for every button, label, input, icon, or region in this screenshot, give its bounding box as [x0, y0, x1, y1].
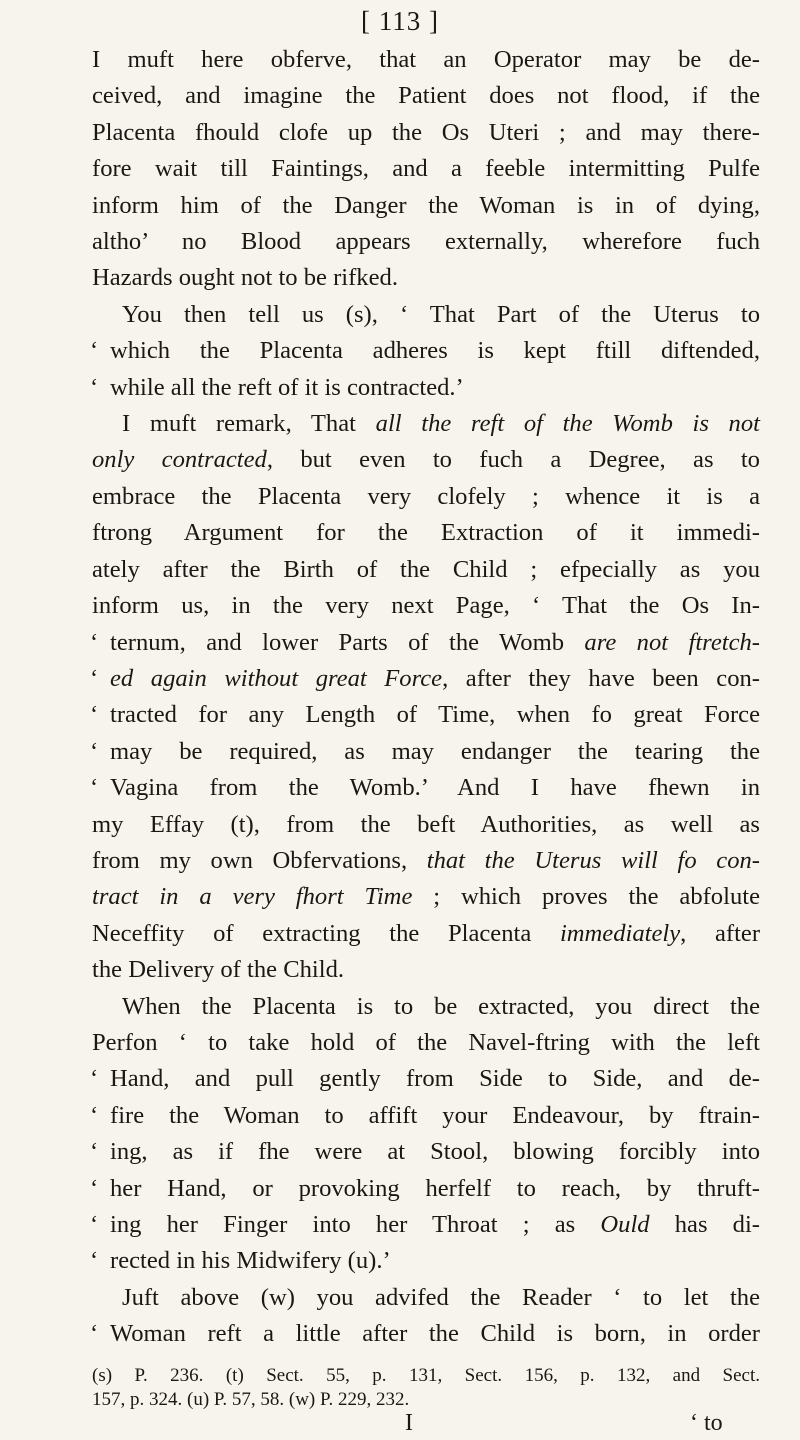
- text-segment: only contracted: [92, 446, 267, 474]
- quote-mark: ‘: [90, 1065, 99, 1093]
- text-segment: ceived, and imagine the Patient does not flood, if the: [92, 82, 760, 110]
- text-segment: Placenta fhould clofe up the Os Uteri ; and may there-: [92, 118, 760, 146]
- text-line: [92, 1243, 760, 1279]
- text-line: [92, 442, 760, 478]
- text-line: [92, 588, 760, 624]
- quote-mark: ‘: [90, 1211, 99, 1238]
- text-segment: tract in a very fhort Time: [92, 883, 413, 911]
- text-line: [92, 879, 760, 915]
- text-segment: embrace the Placenta very clofely ; whence it is a: [92, 482, 760, 510]
- text-line: [92, 115, 760, 151]
- text-segment: fore wait till Faintings, and a feeble intermitting Pulfe: [92, 155, 760, 183]
- quote-mark: ‘: [90, 664, 99, 692]
- text-line: [92, 188, 760, 224]
- text-segment: that the Uterus will fo con-: [426, 846, 760, 874]
- footnote-line: 157, p. 324. (u) P. 57, 58. (w) P. 229, 232.: [92, 1389, 410, 1410]
- quote-mark: ‘: [90, 1247, 99, 1275]
- text-segment: inform us, in the very next Page, ‘ That the Os In-: [92, 592, 760, 620]
- text-segment: , after they have been con-: [442, 664, 760, 692]
- text-segment: her Hand, or provoking herfelf to reach, by thruft-: [110, 1174, 760, 1202]
- quote-mark: ‘: [90, 373, 99, 401]
- text-line: [92, 734, 760, 770]
- quote-mark: ‘: [90, 701, 99, 729]
- quote-mark: ‘: [90, 737, 99, 765]
- quote-mark: ‘: [90, 628, 99, 656]
- text-segment: fire the Woman to affift your Endeavour, by ftrain-: [110, 1101, 760, 1129]
- text-line: [92, 807, 760, 843]
- text-line: [92, 843, 760, 879]
- text-line: [92, 1098, 760, 1134]
- text-line: [92, 78, 760, 114]
- footnote-line: (s) P. 236. (t) Sect. 55, p. 131, Sect. 156, p. 132, and Sect.: [92, 1365, 760, 1386]
- text-line: [92, 697, 760, 733]
- quote-mark: ‘: [90, 1138, 99, 1166]
- text-segment: ing her Finger into her Throat ; as: [110, 1211, 601, 1238]
- text-segment: tracted for any Length of Time, when fo great Force: [110, 701, 760, 729]
- text-segment: I muft here obferve, that an Operator may be de-: [92, 46, 760, 73]
- text-segment: Woman reft a little after the Child is born, in order: [110, 1320, 760, 1348]
- text-segment: ing, as if fhe were at Stool, blowing forcibly into: [110, 1138, 760, 1166]
- text-line: [92, 661, 760, 697]
- text-line: [92, 297, 760, 333]
- text-line: [92, 1280, 760, 1316]
- text-line: [92, 151, 760, 187]
- text-segment: You then tell us (s), ‘ That Part of the Uterus to: [122, 300, 760, 328]
- text-line: [92, 333, 760, 369]
- quote-mark: ‘: [90, 774, 99, 802]
- text-segment: Vagina from the Womb.’ And I have fhewn in: [110, 774, 760, 802]
- text-line: [92, 1171, 760, 1207]
- text-line: [92, 515, 760, 551]
- text-segment: has di-: [649, 1211, 760, 1238]
- text-segment: , but even to fuch a Degree, as to: [266, 446, 760, 474]
- text-segment: ftrong Argument for the Extraction of it immedi-: [92, 519, 760, 547]
- text-segment: ed again without great Force: [110, 664, 443, 692]
- signature-mark: I: [405, 1410, 413, 1436]
- text-segment: may be required, as may endanger the tearing the: [110, 737, 760, 765]
- text-line: [92, 770, 760, 806]
- body-text: [92, 42, 760, 1353]
- text-segment: Hazards ought not to be rifked.: [92, 264, 398, 292]
- text-segment: rected in his Midwifery (u).’: [110, 1247, 391, 1275]
- text-segment: Neceffity of extracting the Placenta: [92, 919, 560, 947]
- text-line: [92, 42, 760, 78]
- text-segment: all the reft of the Womb is not: [375, 410, 760, 438]
- text-segment: altho’ no Blood appears externally, wherefore fuch: [92, 228, 760, 256]
- text-segment: ately after the Birth of the Child ; efpecially as you: [92, 555, 760, 583]
- text-segment: I muft remark, That: [122, 410, 376, 438]
- text-segment: Hand, and pull gently from Side to Side, and de-: [110, 1065, 760, 1093]
- quote-mark: ‘: [90, 1101, 99, 1129]
- text-segment: , after: [680, 919, 761, 947]
- text-line: [92, 1134, 760, 1170]
- text-line: [92, 1207, 760, 1243]
- text-segment: are not ftretch-: [584, 628, 760, 656]
- quote-mark: ‘: [90, 337, 99, 365]
- text-segment: the Delivery of the Child.: [92, 956, 345, 984]
- text-line: [92, 552, 760, 588]
- text-line: [92, 1025, 760, 1061]
- text-segment: from my own Obfervations,: [92, 846, 427, 874]
- text-line: [92, 479, 760, 515]
- text-segment: my Effay (t), from the beft Authorities, as well as: [92, 810, 760, 838]
- footnotes: [92, 1364, 760, 1412]
- text-segment: while all the reft of it is contracted.’: [110, 373, 464, 401]
- text-segment: ternum, and lower Parts of the Womb: [110, 628, 585, 656]
- text-segment: ; which proves the abfolute: [412, 883, 760, 911]
- text-segment: Juft above (w) you advifed the Reader ‘ to let the: [122, 1283, 760, 1311]
- text-line: [92, 260, 760, 296]
- text-segment: When the Placenta is to be extracted, you direct the: [122, 992, 760, 1020]
- text-line: [92, 370, 760, 406]
- quote-mark: ‘: [90, 1174, 99, 1202]
- text-line: [92, 989, 760, 1025]
- text-line: [92, 952, 760, 988]
- text-segment: which the Placenta adheres is kept ftill diftended,: [110, 337, 760, 365]
- text-segment: immediately: [559, 919, 681, 947]
- text-line: [92, 625, 760, 661]
- text-line: [92, 1316, 760, 1352]
- text-line: [92, 916, 760, 952]
- text-segment: Ould: [600, 1211, 650, 1238]
- catchword: ‘ to: [690, 1410, 723, 1436]
- page-number: [ 113 ]: [361, 6, 439, 36]
- text-line: [92, 224, 760, 260]
- text-segment: inform him of the Danger the Woman is in of dying,: [92, 191, 760, 219]
- text-line: [92, 406, 760, 442]
- text-segment: Perfon ‘ to take hold of the Navel-ftring with the left: [92, 1028, 760, 1056]
- quote-mark: ‘: [90, 1320, 99, 1348]
- text-line: [92, 1061, 760, 1097]
